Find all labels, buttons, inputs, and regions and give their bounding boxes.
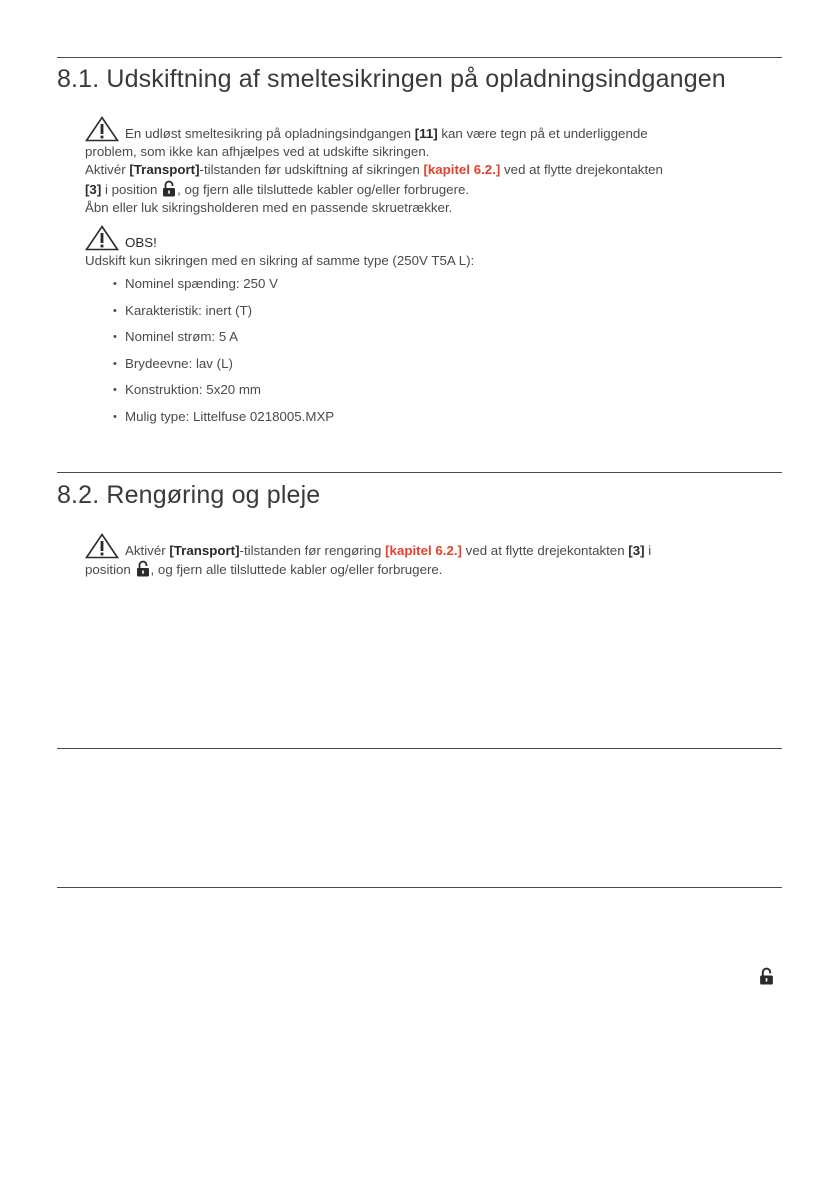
fuse-warning-block: [85, 116, 785, 217]
list-item: • Mulig type: Littelfuse 0218005.MXP: [113, 408, 785, 435]
section-rule: [57, 748, 782, 749]
ref-transport: [Transport]: [169, 543, 240, 558]
list-item: • Karakteristik: inert (T): [113, 302, 785, 329]
warning-triangle-icon: [85, 225, 119, 251]
fuse-spec-list: [85, 275, 785, 434]
list-item: • Brydeevne: lav (L): [113, 355, 785, 382]
warning-text: ved at flytte drejekontakten: [500, 162, 663, 178]
open-padlock-icon: [162, 180, 176, 197]
section-title-cleaning: 8.2. Rengøring og pleje: [57, 481, 321, 509]
section-title-fuse-replacement: 8.1. Udskiftning af smeltesikringen på opladningsindgangen: [57, 65, 726, 93]
warning-text: , og fjern alle tilsluttede kabler og/eller forbrugere.: [177, 181, 470, 197]
warning-text: , og fjern alle tilsluttede kabler og/eller forbrugere.: [150, 562, 443, 578]
list-item: • Nominel spænding: 250 V: [113, 275, 785, 302]
notice-label: OBS!: [125, 235, 157, 250]
section-rule: [57, 472, 782, 473]
cleaning-warning-block: [85, 533, 785, 579]
notice-intro: Udskift kun sikringen med en sikring af samme type (250V T5A L):: [85, 253, 475, 269]
warning-text: En udløst smeltesikring på opladningsindgangen: [125, 126, 415, 141]
warning-triangle-icon: [85, 116, 119, 142]
open-padlock-icon: [759, 967, 774, 985]
ref-transport: [Transport]: [129, 162, 200, 178]
warning-text: i: [644, 543, 652, 558]
warning-text: kan være tegn på et underliggende: [437, 126, 648, 141]
warning-text: ved at flytte drejekontakten: [461, 543, 629, 558]
list-item: • Nominel strøm: 5 A: [113, 328, 785, 355]
warning-text: Aktivér: [125, 543, 170, 558]
warning-text: position: [85, 562, 135, 578]
ref-3: [3]: [85, 181, 102, 197]
chapter-6-2-link[interactable]: [kapitel 6.2.]: [385, 543, 462, 558]
chapter-6-2-link[interactable]: [kapitel 6.2.]: [423, 162, 501, 178]
warning-text: Aktivér: [85, 162, 130, 178]
warning-text: -tilstanden før rengøring: [239, 543, 386, 558]
warning-triangle-icon: [85, 533, 119, 559]
warning-text: Åbn eller luk sikringsholderen med en passende skruetrækker.: [85, 199, 453, 215]
warning-text: problem, som ikke kan afhjælpes ved at udskifte sikringen.: [85, 144, 430, 160]
warning-text: -tilstanden før udskiftning af sikringen: [199, 162, 424, 178]
ref-11: [11]: [414, 126, 438, 141]
list-item: • Konstruktion: 5x20 mm: [113, 381, 785, 408]
section-rule: [57, 887, 782, 888]
fuse-notice-block: [85, 225, 785, 434]
ref-3: [3]: [628, 543, 645, 558]
section-rule-top: [57, 57, 782, 58]
warning-text: i position: [101, 181, 162, 197]
open-padlock-icon: [136, 560, 150, 577]
